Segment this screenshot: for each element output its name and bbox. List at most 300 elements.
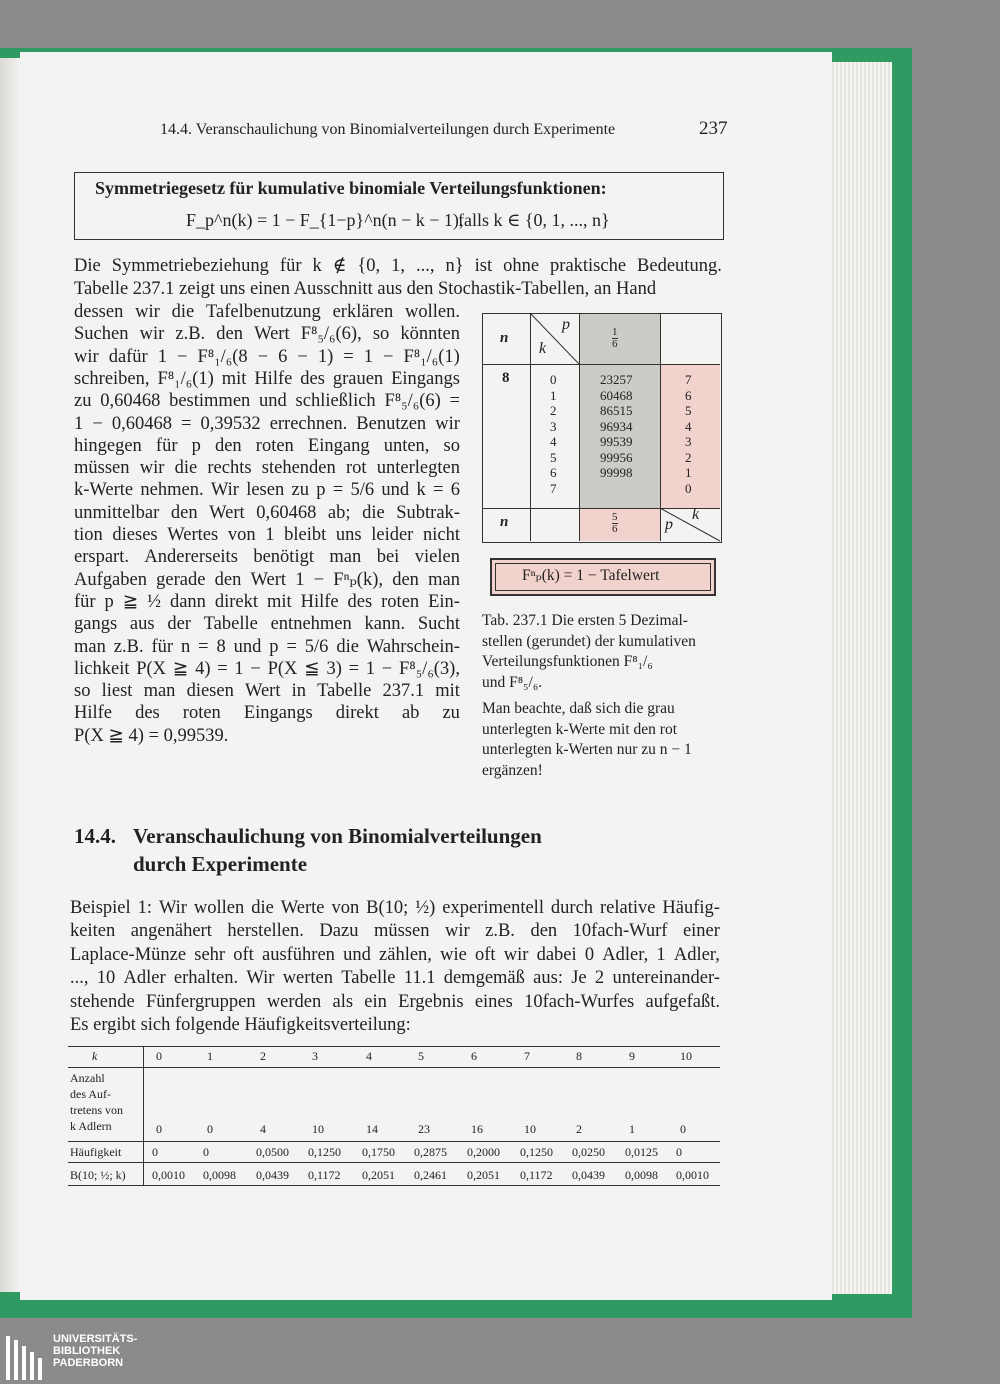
word: Werte <box>280 898 325 918</box>
word: 0 <box>584 944 595 965</box>
word: Adler, <box>673 944 720 965</box>
freq-count: 4 <box>260 1122 266 1136</box>
word: zu <box>442 703 460 724</box>
freq-table-rule <box>68 1162 720 1163</box>
word: Wert <box>244 681 281 702</box>
word: aufgefaßt. <box>645 991 720 1012</box>
table-n-value: 8 <box>502 370 510 386</box>
word: wir <box>435 413 460 434</box>
word: entnehmen <box>270 614 352 635</box>
word: unten, <box>383 435 430 456</box>
word: liest <box>101 681 133 702</box>
word: ½ <box>147 591 162 612</box>
word: rot <box>345 458 367 479</box>
word: zu <box>74 391 92 412</box>
word: Tabelle <box>341 968 396 989</box>
freq-value: 0 <box>203 1145 209 1159</box>
word: 10fach-Wurfes <box>524 991 635 1012</box>
word: F⁸₅/₆(6) <box>384 391 441 412</box>
binom-value: 0,1172 <box>520 1168 553 1182</box>
word: {0, <box>357 256 381 276</box>
word: 1: <box>137 898 152 918</box>
word: Wertes <box>167 525 219 545</box>
table-k-right: 7 <box>685 372 692 387</box>
word: p <box>191 435 201 456</box>
word: sehr <box>194 944 226 965</box>
word: Fünfergruppen <box>145 991 256 1012</box>
word: ohne <box>503 256 540 276</box>
caption-line: unterlegten k-Werte mit den rot <box>482 720 678 738</box>
word: rechts <box>207 458 252 479</box>
paragraph-line <box>74 523 460 547</box>
freq-count: 0 <box>680 1122 686 1136</box>
word: Wert <box>209 502 245 523</box>
word: relative <box>600 898 656 918</box>
paragraph-line <box>74 367 460 391</box>
word: 1) <box>317 346 334 367</box>
word: unterlegten <box>376 458 460 479</box>
word: roten <box>255 435 294 456</box>
word: errechnen. <box>269 413 348 434</box>
paragraph-line <box>74 478 460 502</box>
word: ≧ <box>172 658 189 679</box>
freq-k-value: 0 <box>156 1049 162 1063</box>
paragraph-line <box>74 612 460 636</box>
word: kann. <box>364 614 406 635</box>
word: herstellen. <box>227 921 304 942</box>
word: 1 <box>157 346 167 367</box>
word: oft <box>475 944 496 965</box>
section-title-1: Veranschaulichung von Binomialverteilungen <box>133 824 542 848</box>
word: = <box>332 480 344 501</box>
logo-line: BIBLIOTHEK <box>53 1345 121 1357</box>
table-value: 60468 <box>600 387 633 403</box>
word: man <box>143 681 176 702</box>
word: F⁸₁/₆(1) <box>157 368 214 389</box>
word: = <box>343 346 354 367</box>
paragraph-line <box>74 501 460 525</box>
word: als <box>332 991 354 1012</box>
paragraph-line <box>74 322 460 346</box>
word: = <box>181 413 192 434</box>
word: 1 <box>365 658 376 679</box>
freq-value: 0,0500 <box>256 1145 289 1159</box>
binom-value: 0,2051 <box>362 1168 395 1182</box>
freq-k-value: 6 <box>471 1049 477 1063</box>
count-label-line: Anzahl <box>70 1071 105 1085</box>
word: 10 <box>96 968 116 989</box>
table-k-footer: k <box>692 506 700 523</box>
example-line <box>70 896 720 920</box>
word: − <box>92 413 103 434</box>
word: praktische <box>550 256 627 276</box>
word: − <box>297 346 308 367</box>
word: zählen, <box>379 944 432 965</box>
table-n-footer: n <box>500 514 509 530</box>
binom-value: 0,0439 <box>256 1168 289 1182</box>
word: 1, <box>391 256 406 276</box>
word: schließlich <box>295 391 376 412</box>
word: 0,60468 <box>100 391 161 412</box>
theorem-formula: F_p^n(k) = 1 − F_{1−p}^n(n − k − 1), <box>186 210 464 230</box>
word: p <box>104 591 114 612</box>
word: Hilfe <box>74 703 113 724</box>
theorem-title: Symmetriegesetz für kumulative binomiale Verteilungsfunktionen: <box>95 178 607 198</box>
freq-value: 0 <box>152 1145 158 1159</box>
freq-k-value: 3 <box>312 1049 318 1063</box>
word: direkt <box>335 703 379 724</box>
intro-line-2: Tabelle 237.1 zeigt uns einen Ausschnitt aus den Stochastik-Tabellen, an Hand <box>74 279 657 299</box>
word: roten <box>182 703 221 724</box>
word: 6 <box>278 346 288 367</box>
word: werten <box>282 968 334 989</box>
running-header: 14.4. Veranschaulichung von Binomialverteilungen durch Experimente <box>160 121 616 138</box>
table-value: 99956 <box>600 449 633 465</box>
word: für <box>155 435 178 456</box>
word: müssen <box>373 921 430 942</box>
word: z.B. <box>113 636 144 657</box>
word: ausführen <box>261 944 335 965</box>
table-k-left: 5 <box>550 449 557 465</box>
word: für <box>151 636 174 657</box>
word: bestimmen <box>169 391 251 412</box>
word: zu <box>291 480 309 501</box>
word: ab; <box>327 502 351 523</box>
word: ist <box>474 256 493 276</box>
word: Bedeutung. <box>637 256 722 276</box>
word: P(X <box>267 658 298 679</box>
footer-bar <box>0 1333 1000 1384</box>
word: stehende <box>70 991 135 1012</box>
word: leider <box>371 525 414 545</box>
word: Wir <box>246 968 275 989</box>
freq-k-value: 8 <box>576 1049 582 1063</box>
word: 0,60468 <box>256 502 317 523</box>
table-value: 99998 <box>600 465 633 480</box>
paragraph-line <box>74 412 460 436</box>
word: Wir <box>210 480 239 501</box>
word: dafür <box>108 346 148 367</box>
word: Fⁿₚ(k), <box>333 569 383 590</box>
count-label-line: tretens von <box>70 1103 123 1117</box>
word: direkt <box>214 591 259 612</box>
word: Beispiel <box>70 898 131 918</box>
word: aus <box>129 614 155 635</box>
word: Suchen <box>74 324 129 345</box>
word: Subtrak- <box>396 502 460 523</box>
paragraph-line <box>74 456 460 480</box>
paragraph-line <box>74 590 460 614</box>
freq-count: 2 <box>576 1122 582 1136</box>
word: und <box>343 944 371 965</box>
paragraph-line <box>74 389 460 413</box>
word: Ergebnis <box>398 991 464 1012</box>
table-value: 96934 <box>600 418 633 434</box>
word: 0,39532 <box>200 413 261 434</box>
word: Ein- <box>428 591 460 612</box>
word: ..., <box>416 256 435 276</box>
word: wollen. <box>405 302 460 322</box>
word: = <box>449 391 460 412</box>
word: 3) <box>326 658 342 679</box>
word: = <box>286 636 297 657</box>
word: erspart. <box>74 547 129 568</box>
binom-value: 0,2051 <box>467 1168 500 1182</box>
word: wir <box>74 346 99 367</box>
word: werden <box>266 991 322 1012</box>
word: z.B. <box>485 921 515 942</box>
freq-value: 0,0125 <box>625 1145 658 1159</box>
freq-value: 0,2000 <box>467 1145 500 1159</box>
freq-k-value: 2 <box>260 1049 266 1063</box>
word: = <box>348 658 360 679</box>
word: müssen <box>74 458 130 479</box>
binom-label: B(10; ½; k) <box>70 1168 126 1182</box>
caption-line: unterlegten k-Werten nur zu n − 1 <box>482 741 692 758</box>
table-k-right: 2 <box>685 449 692 465</box>
word: des <box>135 703 160 724</box>
word: so <box>372 324 390 345</box>
word: Symmetriebeziehung <box>111 256 269 276</box>
word: benötigt <box>253 547 314 568</box>
word: dieses <box>112 525 158 545</box>
freq-k-value: 10 <box>680 1049 692 1063</box>
word: ≧ <box>122 591 139 612</box>
page-number: 237 <box>699 118 728 139</box>
word: den <box>170 502 198 523</box>
word: 10fach-Wurf <box>572 921 668 942</box>
word: man <box>329 547 362 568</box>
table-p-label: p <box>562 316 570 333</box>
word: Wert <box>254 324 290 345</box>
word: ≦ <box>304 658 320 679</box>
binom-value: 0,2461 <box>414 1168 447 1182</box>
word: 1 <box>265 525 275 545</box>
logo-line: PADERBORN <box>53 1357 124 1369</box>
word: 4) <box>195 658 211 679</box>
tafelwert-formula: Fⁿₚ(k) = 1 − Tafelwert <box>522 567 660 584</box>
word: gerade <box>156 569 206 590</box>
word: wir <box>503 944 529 965</box>
example-line <box>70 943 720 967</box>
word: bei <box>376 547 400 568</box>
word: Tabelle <box>203 614 258 635</box>
word: untereinander- <box>612 968 720 989</box>
word: schreiben, <box>74 368 150 389</box>
paragraph-line <box>74 434 460 458</box>
freq-count: 10 <box>524 1122 536 1136</box>
word: die <box>171 302 195 322</box>
word: Eingangs <box>243 703 313 724</box>
word: keiten <box>70 921 116 942</box>
word: den <box>530 921 558 942</box>
table-p-footer: p <box>665 516 673 533</box>
word: 6 <box>450 480 460 501</box>
p-bottom-num: 5 <box>612 511 618 523</box>
word: Die <box>74 256 101 276</box>
word: z.B. <box>175 324 206 345</box>
table-k-left: 1 <box>550 387 557 403</box>
caption-line: Man beachte, daß sich die grau <box>482 700 675 717</box>
freq-count: 0 <box>207 1122 213 1136</box>
word: k <box>416 480 426 501</box>
word: einer <box>682 921 720 942</box>
caption-line: Tab. 237.1 Die ersten 5 Dezimal- <box>482 612 688 629</box>
word: vielen <box>414 547 460 568</box>
word: − <box>383 346 394 367</box>
word: Benutzen <box>356 413 427 434</box>
table-k-left: 6 <box>550 465 557 480</box>
word: 5/6 <box>350 480 375 501</box>
word: p <box>269 636 279 657</box>
table-k-right: 0 <box>685 480 692 496</box>
word: ∉ <box>332 256 347 276</box>
word: eines <box>474 991 513 1012</box>
example-line <box>70 966 720 990</box>
word: könnten <box>400 324 460 345</box>
table-value: 99539 <box>600 434 633 449</box>
caption-line: und F⁸₅/₆. <box>482 673 543 691</box>
word: des <box>347 591 373 612</box>
word: ½) <box>415 898 436 918</box>
freq-k-header: k <box>92 1049 98 1063</box>
table-value: 86515 <box>600 403 633 418</box>
table-k-label: k <box>539 340 547 357</box>
freq-k-value: 7 <box>524 1049 530 1063</box>
word: 2 <box>594 968 605 989</box>
example-line <box>70 919 720 943</box>
table-k-right: 4 <box>685 418 692 434</box>
word: Dazu <box>319 921 359 942</box>
logo-line: UNIVERSITÄTS- <box>53 1333 138 1345</box>
word: unmittelbar <box>74 502 160 523</box>
word: Adler, <box>602 944 649 965</box>
word: mit <box>266 591 292 612</box>
word: ..., <box>70 968 89 989</box>
word: dann <box>169 591 206 612</box>
word: die <box>251 898 274 918</box>
word: so <box>443 435 460 456</box>
table-divider <box>482 364 720 365</box>
word: 237.1 <box>382 681 425 702</box>
paragraph-line <box>74 679 460 703</box>
word: wie <box>440 944 467 965</box>
table-n-label: n <box>500 330 509 346</box>
word: man <box>74 636 106 657</box>
word: k <box>312 256 322 276</box>
p-top-fraction <box>612 327 618 350</box>
table-k-right: 5 <box>685 403 692 418</box>
word: man <box>428 569 460 590</box>
paragraph-line <box>74 657 460 681</box>
freq-value: 0,1250 <box>520 1145 553 1159</box>
word: Sucht <box>417 614 460 635</box>
freq-table-rule <box>68 1067 720 1068</box>
word: Hilfe <box>254 368 293 389</box>
word: ein <box>364 991 387 1012</box>
freq-value: 0,1750 <box>362 1145 395 1159</box>
table-value: 23257 <box>600 372 633 387</box>
word: lichkeit <box>74 658 130 679</box>
word: mit <box>221 368 247 389</box>
p-top-den: 6 <box>612 338 618 350</box>
word: 0,60468 <box>111 413 172 434</box>
freq-table-rule <box>68 1141 720 1142</box>
table-divider <box>660 313 661 541</box>
word: wir <box>139 324 165 345</box>
section-title-2: durch Experimente <box>133 852 308 876</box>
word: stehenden <box>261 458 336 479</box>
word: aus: <box>533 968 563 989</box>
word: den <box>392 569 419 590</box>
word: 5/6 <box>304 636 329 657</box>
word: von <box>331 898 360 918</box>
paragraph-line <box>74 568 460 592</box>
paragraph-line <box>74 635 460 659</box>
word: − <box>250 658 261 679</box>
theorem-condition: falls k ∈ {0, 1, ..., n} <box>458 210 610 230</box>
freq-value: 0,2875 <box>414 1145 447 1159</box>
word: Wahrschein- <box>366 636 460 657</box>
word: erhalten. <box>173 968 239 989</box>
word: für <box>74 591 96 612</box>
word: den <box>216 324 243 345</box>
word: lesen <box>246 480 285 501</box>
freq-count: 10 <box>312 1122 324 1136</box>
freq-value: 0 <box>676 1145 682 1159</box>
freq-k-value: 1 <box>207 1049 213 1063</box>
word: 1 <box>234 658 244 679</box>
word: für <box>279 256 302 276</box>
freq-count: 23 <box>418 1122 430 1136</box>
word: die <box>362 502 385 523</box>
table-k-left: 0 <box>550 372 557 387</box>
word: die <box>174 458 198 479</box>
word: Tabelle <box>317 681 372 702</box>
word: wollen <box>193 898 245 918</box>
word: − <box>381 658 393 679</box>
example-line: Es ergibt sich folgende Häufigkeitsverteilung: <box>70 1015 411 1035</box>
freq-k-value: 5 <box>418 1049 424 1063</box>
word: Je <box>571 968 587 989</box>
freq-table-rule <box>68 1046 720 1047</box>
word: uns <box>335 525 362 545</box>
caption-line: ergänzen! <box>482 761 543 779</box>
word: und <box>233 636 262 657</box>
word: 11.1 <box>403 968 436 989</box>
word: den <box>214 569 242 590</box>
word: − <box>177 346 188 367</box>
left-page-edge <box>0 58 20 1292</box>
word: − <box>257 346 269 367</box>
word: gangs <box>74 614 118 635</box>
freq-value: 0,0250 <box>572 1145 605 1159</box>
count-label-line: k Adlern <box>70 1119 112 1133</box>
p-bottom-den: 6 <box>612 523 618 535</box>
header-diagonal <box>530 313 580 365</box>
word: Wir <box>158 898 187 918</box>
paragraph-line <box>74 345 460 369</box>
word: durch <box>550 898 594 918</box>
word: bleibt <box>284 525 327 545</box>
word: den <box>214 435 242 456</box>
table-k-left: 7 <box>550 480 557 496</box>
word: k-Werte <box>74 480 134 501</box>
word: Eingang <box>307 435 370 456</box>
binom-value: 0,0010 <box>152 1168 185 1182</box>
library-logo-icon <box>6 1336 46 1380</box>
freq-count: 16 <box>471 1122 483 1136</box>
